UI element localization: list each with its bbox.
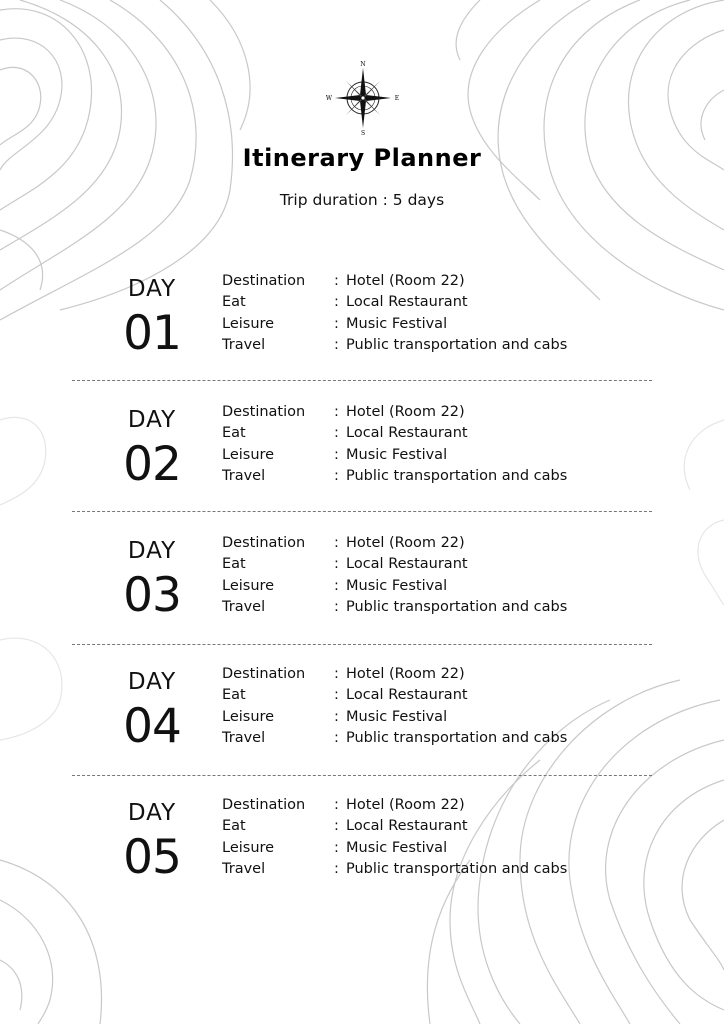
day-number: 01 <box>123 306 181 361</box>
row-travel <box>222 599 642 620</box>
day-number: 05 <box>123 830 181 885</box>
row-destination <box>222 404 642 425</box>
compass-east-label: E <box>394 95 400 102</box>
row-separator: : <box>334 294 339 310</box>
row-label: Leisure <box>222 578 275 594</box>
day-number: 03 <box>123 568 181 623</box>
row-separator: : <box>334 337 339 353</box>
row-separator: : <box>334 425 339 441</box>
row-value: Public transportation and cabs <box>346 861 568 877</box>
compass-west-label: W <box>326 95 333 102</box>
day-block-5 <box>0 797 724 920</box>
row-eat <box>222 294 642 315</box>
row-label: Travel <box>222 599 266 615</box>
row-value: Hotel (Room 22) <box>346 404 465 420</box>
compass-south-label: S <box>360 130 366 136</box>
row-value: Local Restaurant <box>346 687 468 703</box>
page-title: Itinerary Planner <box>242 144 482 172</box>
row-value: Public transportation and cabs <box>346 468 568 484</box>
row-value: Local Restaurant <box>346 294 468 310</box>
row-label: Destination <box>222 666 306 682</box>
row-separator: : <box>334 556 339 572</box>
row-value: Public transportation and cabs <box>346 730 568 746</box>
row-label: Travel <box>222 337 266 353</box>
day-block-1 <box>0 273 724 396</box>
compass-icon <box>326 60 400 136</box>
row-label: Leisure <box>222 447 275 463</box>
row-value: Hotel (Room 22) <box>346 666 465 682</box>
day-divider <box>72 380 652 381</box>
row-eat <box>222 556 642 577</box>
row-label: Destination <box>222 797 306 813</box>
day-label: DAY <box>127 669 177 695</box>
row-value: Music Festival <box>346 578 448 594</box>
row-separator: : <box>334 599 339 615</box>
row-separator: : <box>334 687 339 703</box>
row-value: Local Restaurant <box>346 425 468 441</box>
row-label: Travel <box>222 861 266 877</box>
day-number: 04 <box>123 699 181 754</box>
day-number: 02 <box>123 437 181 492</box>
row-leisure <box>222 709 642 730</box>
row-separator: : <box>334 797 339 813</box>
day-label: DAY <box>127 538 177 564</box>
row-label: Travel <box>222 730 266 746</box>
row-label: Eat <box>222 556 246 572</box>
row-separator: : <box>334 578 339 594</box>
row-travel <box>222 337 642 358</box>
day-block-2 <box>0 404 724 527</box>
day-divider <box>72 775 652 776</box>
row-leisure <box>222 447 642 468</box>
day-block-4 <box>0 666 724 789</box>
row-label: Destination <box>222 535 306 551</box>
row-label: Eat <box>222 687 246 703</box>
day-label: DAY <box>127 276 177 302</box>
row-label: Eat <box>222 818 246 834</box>
row-value: Music Festival <box>346 709 448 725</box>
row-destination <box>222 797 642 818</box>
row-label: Destination <box>222 404 306 420</box>
row-value: Hotel (Room 22) <box>346 535 465 551</box>
day-divider <box>72 644 652 645</box>
row-separator: : <box>334 730 339 746</box>
row-destination <box>222 535 642 556</box>
row-separator: : <box>334 447 339 463</box>
row-value: Music Festival <box>346 447 448 463</box>
row-eat <box>222 687 642 708</box>
compass-north-label: N <box>360 61 366 68</box>
row-value: Hotel (Room 22) <box>346 797 465 813</box>
row-separator: : <box>334 666 339 682</box>
day-label: DAY <box>127 800 177 826</box>
row-leisure <box>222 578 642 599</box>
row-separator: : <box>334 709 339 725</box>
row-value: Public transportation and cabs <box>346 337 568 353</box>
row-label: Leisure <box>222 709 275 725</box>
row-value: Local Restaurant <box>346 556 468 572</box>
row-separator: : <box>334 840 339 856</box>
row-eat <box>222 818 642 839</box>
row-separator: : <box>334 468 339 484</box>
row-separator: : <box>334 404 339 420</box>
row-value: Music Festival <box>346 840 448 856</box>
row-destination <box>222 666 642 687</box>
row-label: Leisure <box>222 840 275 856</box>
row-value: Public transportation and cabs <box>346 599 568 615</box>
row-value: Music Festival <box>346 316 448 332</box>
row-travel <box>222 861 642 882</box>
row-leisure <box>222 840 642 861</box>
row-eat <box>222 425 642 446</box>
day-block-3 <box>0 535 724 658</box>
row-separator: : <box>334 818 339 834</box>
row-value: Hotel (Room 22) <box>346 273 465 289</box>
row-separator: : <box>334 535 339 551</box>
row-separator: : <box>334 861 339 877</box>
row-separator: : <box>334 273 339 289</box>
row-destination <box>222 273 642 294</box>
row-value: Local Restaurant <box>346 818 468 834</box>
row-travel <box>222 468 642 489</box>
row-separator: : <box>334 316 339 332</box>
row-label: Travel <box>222 468 266 484</box>
day-label: DAY <box>127 407 177 433</box>
trip-duration: Trip duration : 5 days <box>279 191 445 209</box>
row-label: Destination <box>222 273 306 289</box>
row-leisure <box>222 316 642 337</box>
day-divider <box>72 511 652 512</box>
row-label: Eat <box>222 425 246 441</box>
row-label: Leisure <box>222 316 275 332</box>
row-travel <box>222 730 642 751</box>
row-label: Eat <box>222 294 246 310</box>
